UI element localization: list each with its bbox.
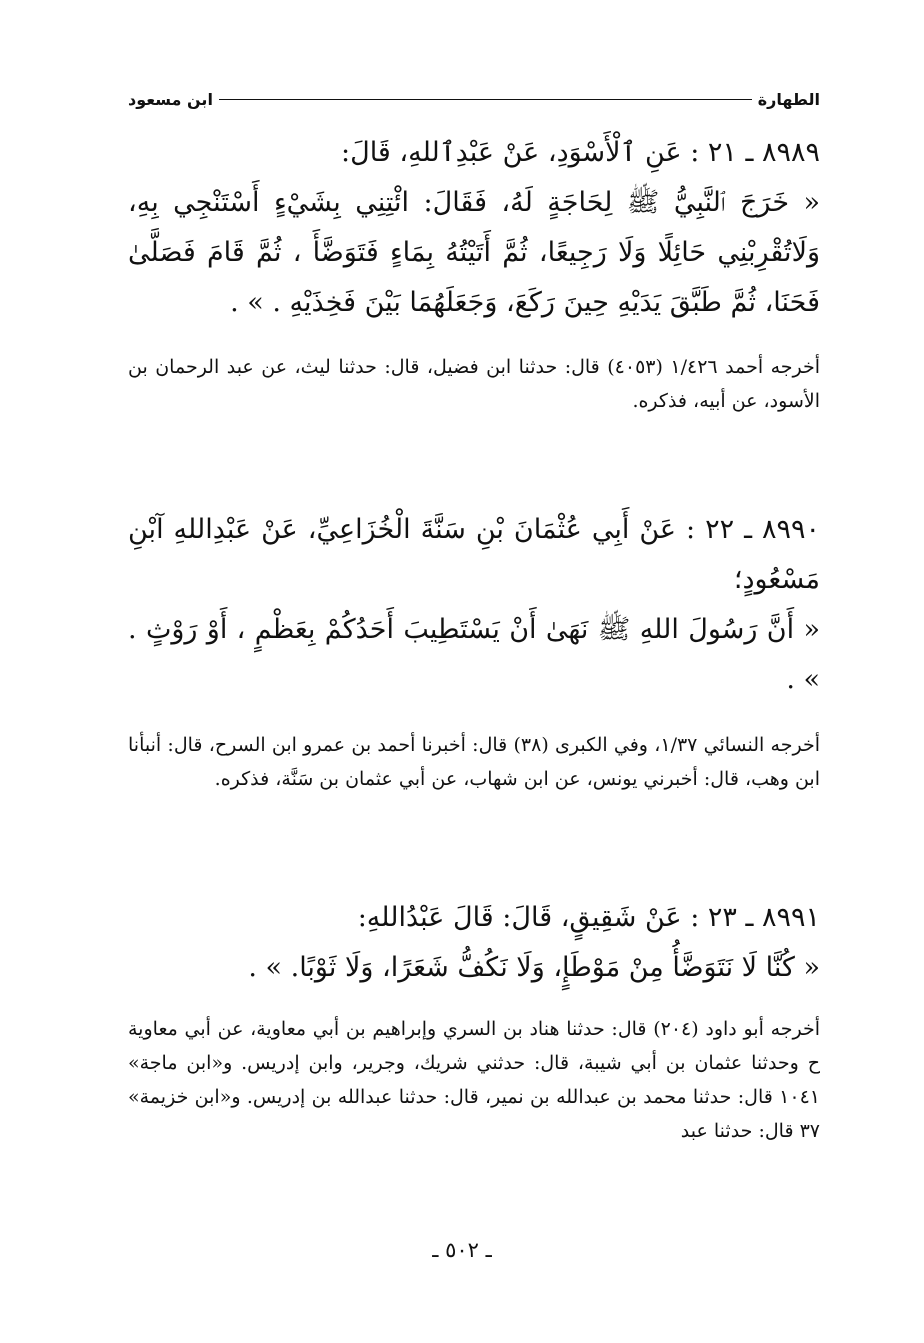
hadith-heading: ٨٩٩١ ـ ٢٣ : عَنْ شَقِيقٍ، قَالَ: قَالَ عَبْدُاللهِ:	[357, 902, 820, 933]
page-number: ـ ٥٠٢ ـ	[432, 1238, 492, 1262]
hadith-text: « خَرَجَ ٱلنَّبِيُّ ﷺ لِحَاجَةٍ لَهُ، فَقَالَ: ائْتِنِي بِشَيْءٍ أَسْتَنْجِي بِهِ، وَلَاتُقْرِبْنِي حَائِلًا وَلَا رَجِيعًا، ثُمَّ أَتَيْتُهُ بِمَاءٍ فَتَوَضَّأَ ، ثُمَّ قَامَ فَصَلَّىٰ فَحَنَا، ثُمَّ طَبَّقَ يَدَيْهِ حِينَ رَكَعَ، وَجَعَلَهُمَا بَيْنَ فَخِذَيْهِ . » .	[128, 187, 821, 318]
hadith-text: « كُنَّا لَا نَتَوَضَّأُ مِنْ مَوْطَإٍ، وَلَا نَكُفُّ شَعَرًا، وَلَا ثَوْبًا. » .	[248, 952, 820, 983]
chapter-title: الطهارة	[757, 89, 820, 109]
hadith-takhrij-note: أخرجه أبو داود (٢٠٤) قال: حدثنا هناد بن السري وإبراهيم بن أبي معاوية، عن أبي معاوية ح وحدثنا عثمان بن أبي شيبة، قال: حدثني شريك، وجرير، وابن إدريس. و«ابن ماجة» ١٠٤١ قال: حدثنا محمد بن عبدالله بن نمير، قال: حدثنا عبدالله بن إدريس. و«ابن خزيمة» ٣٧ قال: حدثنا عبد	[128, 1018, 821, 1142]
hadith-text: « أَنَّ رَسُولَ اللهِ ﷺ نَهَىٰ أَنْ يَسْتَطِيبَ أَحَدُكُمْ بِعَظْمٍ ، أَوْ رَوْثٍ . » .	[128, 614, 820, 695]
hadith-takhrij-note: أخرجه النسائي ١/٣٧، وفي الكبرى (٣٨) قال: أخبرنا أحمد بن عمرو ابن السرح، قال: أنبأنا ابن وهب، قال: أخبرني يونس، عن ابن شهاب، عن أبي عثمان بن سَنَّة، فذكره.	[128, 734, 820, 790]
section-title: ابن مسعود	[128, 89, 213, 109]
hadith-8990	[128, 505, 820, 705]
header-rule	[219, 99, 752, 100]
hadith-8991	[128, 893, 820, 993]
hadith-heading: ٨٩٨٩ ـ ٢١ : عَنِ ٱلْأَسْوَدِ، عَنْ عَبْدِٱللهِ، قَالَ:	[340, 137, 820, 168]
hadith-takhrij-note: أخرجه أحمد ١/٤٢٦ (٤٠٥٣) قال: حدثنا ابن فضيل، قال: حدثنا ليث، عن عبد الرحمان بن الأسود، عن أبيه، فذكره.	[128, 356, 821, 412]
hadith-heading: ٨٩٩٠ ـ ٢٢ : عَنْ أَبِي عُثْمَانَ بْنِ سَنَّةَ الْخُزَاعِيِّ، عَنْ عَبْدِاللهِ آبْنِ مَسْعُودٍ؛	[128, 514, 820, 595]
hadith-8989	[128, 128, 820, 328]
running-head	[128, 84, 820, 114]
